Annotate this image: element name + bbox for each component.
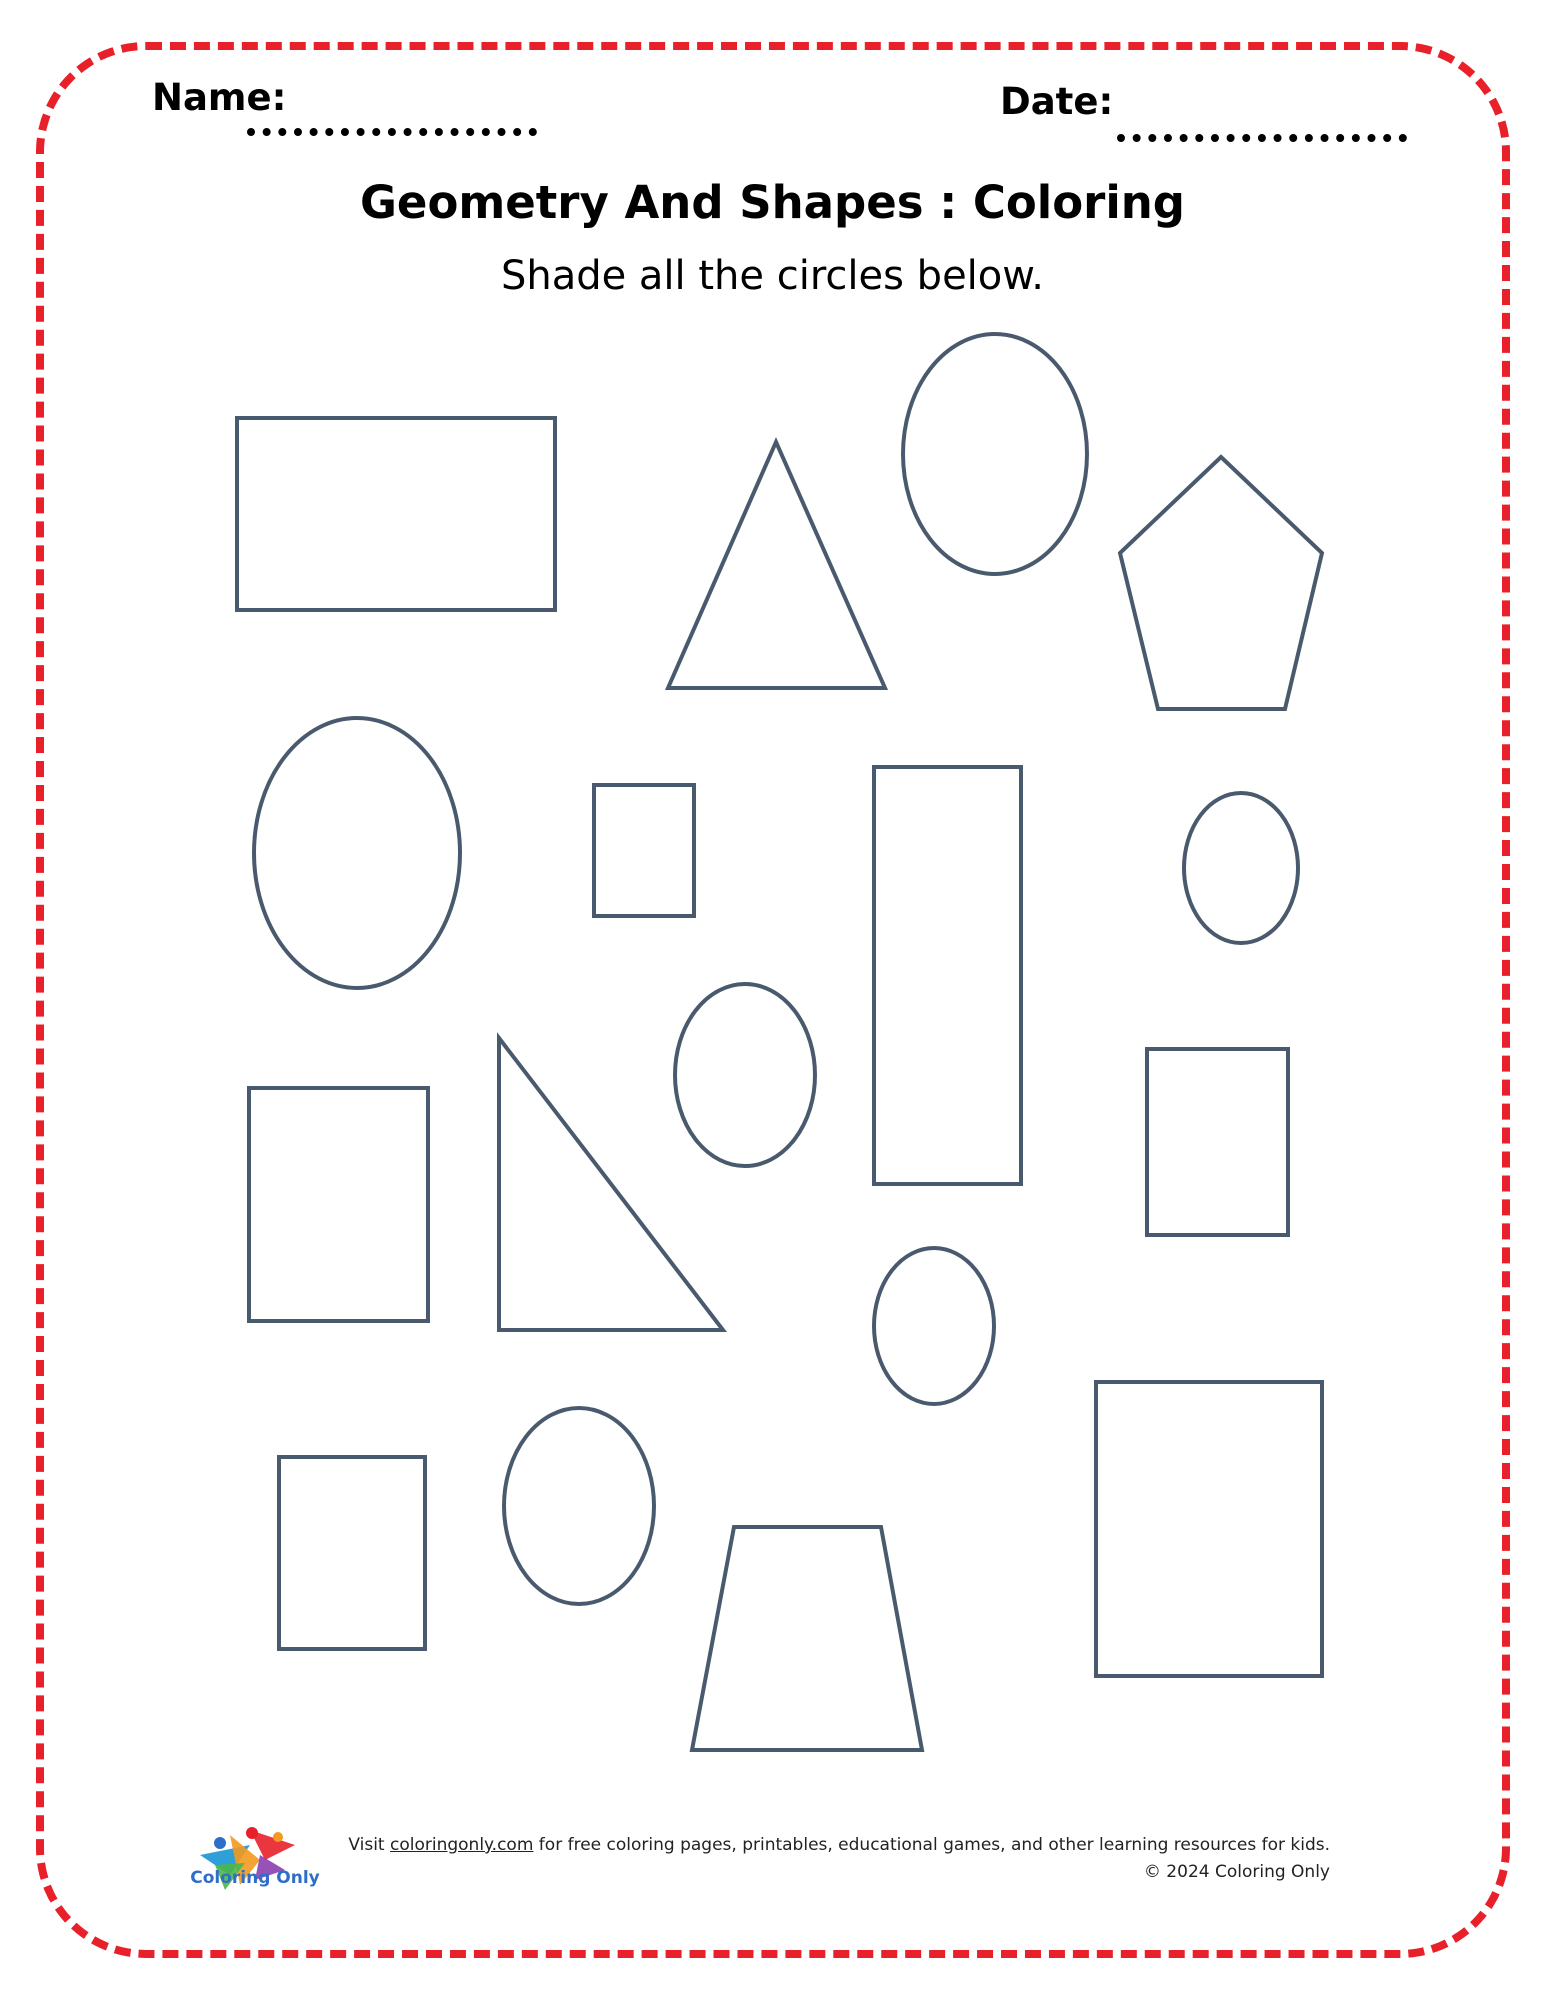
shape-pentagon[interactable] [1120, 457, 1322, 709]
shape-circle[interactable] [254, 718, 460, 988]
copyright-text: © 2024 Coloring Only [1143, 1862, 1330, 1882]
shape-rectangle[interactable] [237, 418, 555, 610]
page-title: Geometry And Shapes : Coloring [359, 176, 1186, 229]
footer-link[interactable]: coloringonly.com [390, 1835, 534, 1855]
shape-triangle[interactable] [668, 442, 885, 688]
instruction-text: Shade all the circles below. [500, 253, 1045, 299]
shape-circle[interactable] [903, 334, 1087, 574]
shape-rectangle[interactable] [594, 785, 694, 916]
shape-circle[interactable] [675, 984, 815, 1166]
shape-rectangle[interactable] [249, 1088, 428, 1321]
footer-visit-line: Visit coloringonly.com for free coloring pages, printables, educational games, and other learning resources for kids. [348, 1835, 1330, 1855]
shape-right-triangle[interactable] [499, 1038, 723, 1330]
shape-circle[interactable] [504, 1408, 654, 1604]
shape-rectangle[interactable] [1147, 1049, 1288, 1235]
shape-trapezoid[interactable] [692, 1527, 922, 1750]
logo-text: Coloring Only [190, 1868, 320, 1888]
date-label: Date: [1000, 80, 1114, 123]
shape-rectangle[interactable] [279, 1457, 425, 1649]
shape-rectangle[interactable] [1096, 1382, 1322, 1676]
footer-text [330, 1832, 1330, 1886]
shape-circle[interactable] [874, 1248, 994, 1404]
shape-circle[interactable] [1184, 793, 1298, 943]
shape-rectangle[interactable] [874, 767, 1021, 1184]
name-label: Name: [152, 76, 287, 119]
